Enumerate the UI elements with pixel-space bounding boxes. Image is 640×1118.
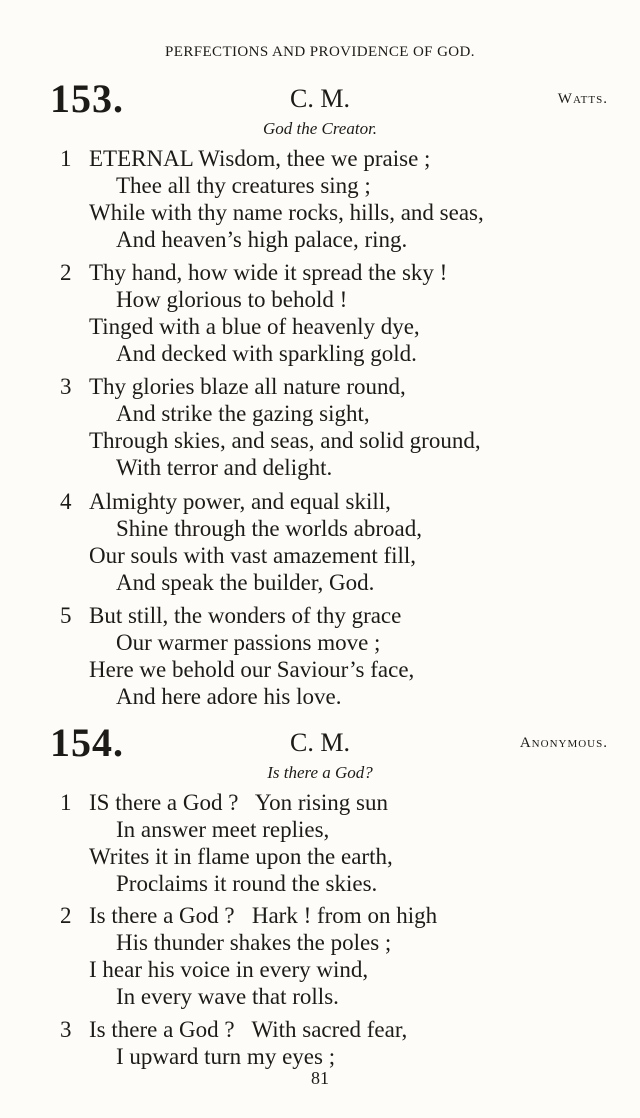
verse-line: Thy hand, how wide it spread the sky !: [89, 260, 448, 285]
verse-line: Tinged with a blue of heavenly dye,: [89, 314, 420, 339]
verse-line: Almighty power, and equal skill,: [89, 489, 391, 514]
stanza-number: 2: [60, 260, 72, 285]
verse-line: Is there a God ? With sacred fear,: [89, 1017, 408, 1042]
verse-line: Thee all thy creatures sing ;: [116, 173, 371, 198]
verse-line: In every wave that rolls.: [116, 984, 339, 1009]
hymn-subtitle: Is there a God?: [267, 763, 373, 782]
verse-line: Shine through the worlds abroad,: [116, 516, 422, 541]
stanza-number: 1: [60, 790, 72, 815]
stanza-number: 2: [60, 903, 72, 928]
verse-line: Proclaims it round the skies.: [116, 871, 378, 896]
verse-line: And decked with sparkling gold.: [116, 341, 417, 366]
verse-line: I upward turn my eyes ;: [116, 1044, 336, 1069]
stanza-number: 5: [60, 603, 72, 628]
running-head: PERFECTIONS AND PROVIDENCE OF GOD.: [165, 44, 475, 60]
stanza: [0, 488, 640, 596]
stanza: [0, 259, 640, 367]
stanza: [0, 789, 640, 897]
hymn-meter: C. M.: [290, 728, 350, 757]
hymn-meter: C. M.: [290, 84, 350, 113]
verse-line: Here we behold our Saviour’s face,: [89, 657, 415, 682]
hymn-header: [0, 76, 640, 122]
stanza: [0, 1016, 640, 1070]
verse-line: Our souls with vast amazement fill,: [89, 543, 417, 568]
verse-line: Is there a God ? Hark ! from on high: [89, 903, 438, 928]
verse-line: How glorious to behold !: [116, 287, 348, 312]
verse-line: IS there a God ? Yon rising sun: [89, 790, 388, 815]
stanza-number: 3: [60, 1017, 72, 1042]
stanza: [0, 373, 640, 481]
verse-line: But still, the wonders of thy grace: [89, 603, 402, 628]
verse-line: Through skies, and seas, and solid ground,: [89, 428, 481, 453]
stanza: [0, 902, 640, 1010]
stanza: [0, 145, 640, 253]
verse-line: While with thy name rocks, hills, and seas,: [89, 200, 484, 225]
verse-line: Writes it in flame upon the earth,: [89, 844, 393, 869]
page-number: 81: [311, 1068, 329, 1088]
verse-line: ETERNAL Wisdom, thee we praise ;: [89, 146, 431, 171]
hymn-number: 153.: [50, 76, 124, 121]
stanza-number: 3: [60, 374, 72, 399]
verse-line: Our warmer passions move ;: [116, 630, 381, 655]
verse-line: And speak the builder, God.: [116, 570, 375, 595]
hymn-header: [0, 720, 640, 766]
hymn-subtitle: God the Creator.: [262, 119, 378, 138]
verse-line: With terror and delight.: [116, 455, 333, 480]
stanza-number: 4: [60, 489, 72, 514]
hymn-author: Anonymous.: [519, 735, 608, 751]
verse-line: And heaven’s high palace, ring.: [116, 227, 408, 252]
verse-line: I hear his voice in every wind,: [89, 957, 369, 982]
verse-line: His thunder shakes the poles ;: [116, 930, 392, 955]
hymn-author: Watts.: [557, 91, 608, 107]
verse-line: And here adore his love.: [116, 684, 342, 709]
stanza: [0, 602, 640, 710]
verse-line: Thy glories blaze all nature round,: [89, 374, 406, 399]
hymn-number: 154.: [50, 720, 124, 765]
verse-line: And strike the gazing sight,: [116, 401, 370, 426]
stanza-number: 1: [60, 146, 72, 171]
verse-line: In answer meet replies,: [116, 817, 330, 842]
